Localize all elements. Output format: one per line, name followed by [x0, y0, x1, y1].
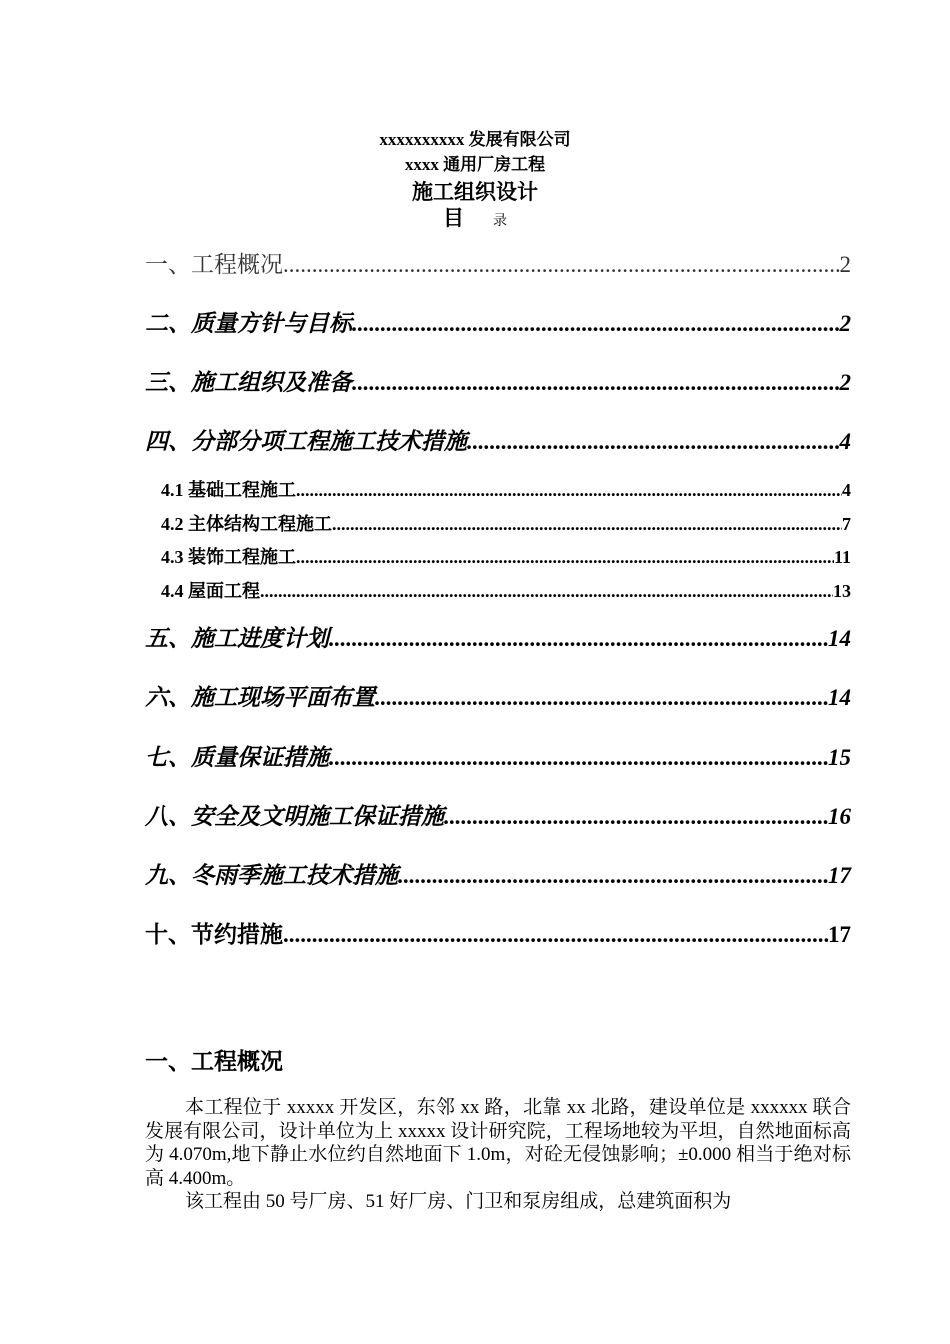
- toc-entry[interactable]: [145, 309, 851, 339]
- toc-heading: [0, 205, 950, 235]
- toc-leader: [296, 545, 834, 569]
- toc-leader: [283, 250, 840, 280]
- toc-leader: [352, 368, 840, 398]
- toc-leader: [329, 743, 828, 773]
- toc-leader: [260, 579, 833, 603]
- toc-leader: [352, 309, 840, 339]
- toc-leader: [467, 427, 840, 457]
- section-body: [145, 1096, 851, 1214]
- toc-leader: [329, 624, 828, 654]
- toc-leader: [332, 512, 842, 536]
- toc-entry-title: 十、节约措施: [145, 922, 283, 947]
- toc-entry-page: 16: [828, 804, 851, 829]
- toc-entry[interactable]: [145, 920, 851, 950]
- toc-subentry[interactable]: [145, 512, 851, 536]
- toc-subentry[interactable]: [145, 478, 851, 502]
- toc-entry-title: 4.4 屋面工程: [161, 581, 260, 601]
- toc-heading-char-2: 录: [493, 214, 507, 229]
- toc-entry-page: 2: [839, 311, 851, 336]
- toc-leader: [375, 683, 828, 713]
- paragraph: 该工程由 50 号厂房、51 好厂房、门卫和泵房组成，总建筑面积为: [185, 1191, 732, 1212]
- toc-entry[interactable]: [145, 427, 851, 457]
- toc-entry-page: 4: [839, 429, 851, 454]
- toc-entry-title: 八、安全及文明施工保证措施: [145, 804, 444, 829]
- toc-entry[interactable]: [145, 861, 851, 891]
- toc-leader: [283, 920, 828, 950]
- toc-leader: [398, 861, 828, 891]
- toc-entry-page: 17: [828, 863, 851, 888]
- toc-subentry[interactable]: [145, 579, 851, 603]
- toc-entry-title: 一、工程概况: [145, 252, 283, 277]
- toc-entry-page: 11: [833, 547, 851, 567]
- toc-leader: [444, 802, 828, 832]
- toc-entry-title: 五、施工进度计划: [145, 626, 329, 651]
- toc-entry-title: 三、施工组织及准备: [145, 370, 352, 395]
- toc-entry-page: 7: [842, 514, 851, 534]
- paragraph: 本工程位于 xxxxx 开发区，东邻 xx 路，北靠 xx 北路，建设单位是 xxxxxx 联合发展有限公司，设计单位为上 xxxxx 设计研究院，工程场地较为平坦，自然地面标高为 4.070m,地下静止水位约自然地面下 1.0m，对砼无侵蚀影响；±0.000 相当于绝对标高 4.400m。: [145, 1097, 851, 1189]
- toc-entry-title: 四、分部分项工程施工技术措施: [145, 429, 467, 454]
- toc-entry[interactable]: [145, 368, 851, 398]
- toc-entry-title: 4.1 基础工程施工: [161, 480, 296, 500]
- toc-entry-page: 4: [842, 480, 851, 500]
- toc-entry-page: 2: [839, 252, 851, 277]
- toc-entry-title: 七、质量保证措施: [145, 745, 329, 770]
- toc-entry-title: 九、冬雨季施工技术措施: [145, 863, 398, 888]
- toc-entry-page: 14: [828, 626, 851, 651]
- section-heading: 一、工程概况: [145, 1049, 283, 1074]
- project-name: xxxx 通用厂房工程: [404, 155, 546, 174]
- toc-subentry[interactable]: [145, 545, 851, 569]
- toc-entry[interactable]: [145, 624, 851, 654]
- toc-entry[interactable]: [145, 743, 851, 773]
- toc-entry-page: 17: [828, 922, 851, 947]
- toc-entry[interactable]: [145, 802, 851, 832]
- toc-entry[interactable]: [145, 250, 851, 280]
- toc-entry-page: 2: [839, 370, 851, 395]
- toc-heading-char-1: 目: [443, 206, 464, 230]
- toc-entry-title: 二、质量方针与目标: [145, 311, 352, 336]
- toc-entry-title: 六、施工现场平面布置: [145, 685, 375, 710]
- toc-entry-page: 14: [828, 685, 851, 710]
- toc-entry[interactable]: [145, 683, 851, 713]
- toc-entry-title: 4.3 装饰工程施工: [161, 547, 296, 567]
- toc-entry-page: 15: [828, 745, 851, 770]
- company-name: xxxxxxxxxx 发展有限公司: [379, 130, 571, 149]
- toc-entry-page: 13: [833, 581, 851, 601]
- toc-leader: [296, 478, 842, 502]
- document-title: 施工组织设计: [412, 180, 538, 204]
- toc-entry-title: 4.2 主体结构工程施工: [161, 514, 332, 534]
